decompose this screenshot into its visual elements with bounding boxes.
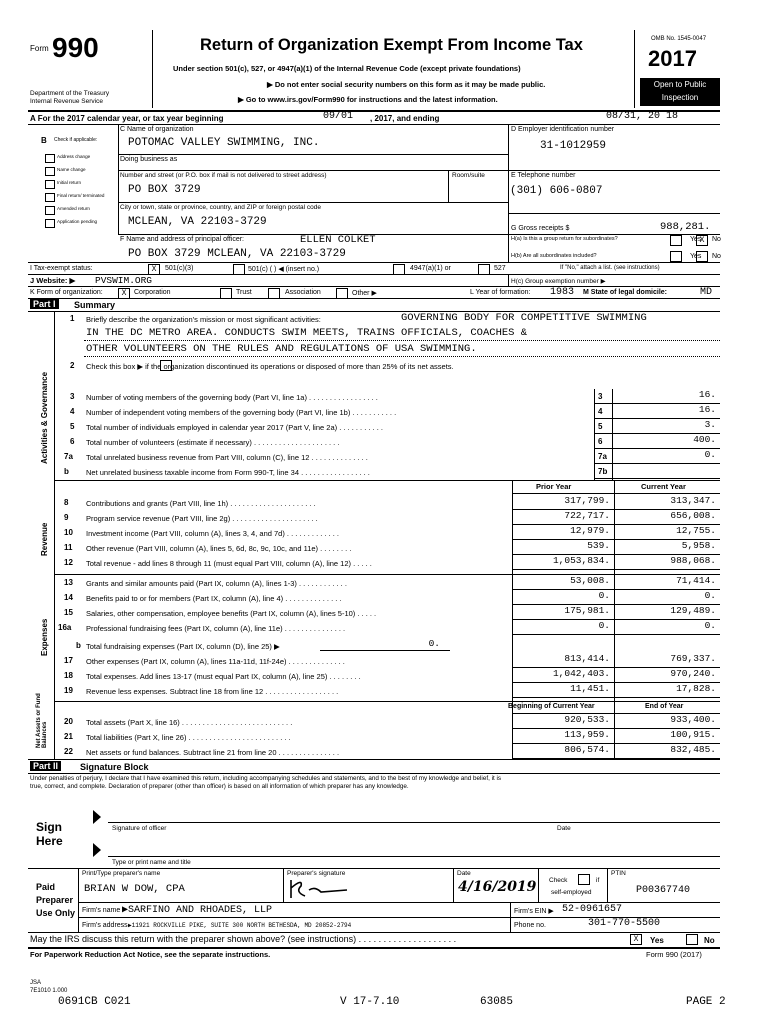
preparer-date: 4/16/2019 (458, 879, 537, 895)
discuss-question: May the IRS discuss this return with the preparer shown above? (see instructions) . . . . . . . . . . . . . . . . . . . . (30, 934, 457, 944)
hb-no-checkbox[interactable] (696, 251, 708, 262)
fin-prior-value: 175,981. (564, 605, 610, 616)
fin-line-text: Investment income (Part VIII, column (A), lines 3, 4, and 7d) . . . . . . . . . . . . . (86, 529, 340, 538)
mission-2: IN THE DC METRO AREA. CONDUCTS SWIM MEETS, TRAINS OFFICIALS, COACHES & (86, 327, 528, 339)
telephone: (301) 606-0807 (510, 185, 603, 197)
fin-current-value: 970,240. (670, 668, 716, 679)
gov-line-text: Total unrelated business revenue from Part VIII, column (C), line 12 . . . . . . . . . . . . . . (86, 453, 368, 462)
fin-current-value: 5,958. (681, 540, 716, 551)
fin-current-value: 769,337. (670, 653, 716, 664)
association-label: Association (285, 289, 321, 296)
gov-line-number: 4 (70, 407, 75, 416)
fin-line-number: 9 (64, 513, 69, 522)
fin-prior-value: 920,533. (564, 714, 610, 725)
fin-line-number: 21 (64, 732, 73, 741)
fin-line-text: Grants and similar amounts paid (Part IX, column (A), lines 1-3) . . . . . . . . . . . . (86, 579, 347, 588)
firm-ein-label: Firm's EIN ▶ (514, 908, 554, 915)
page-number: PAGE 2 (686, 996, 726, 1008)
side-label-net-assets: Net Assets or Fund Balances (36, 693, 48, 748)
prior-year-header: Prior Year (536, 482, 572, 491)
declaration-2: true, correct, and complete. Declaration of preparer (other than officer) is based on all information of which preparer has any knowledge. (30, 783, 409, 790)
use-only-label: Use Only (36, 908, 76, 918)
gov-line-value: 16. (698, 389, 716, 400)
fin-line-text: Net assets or fund balances. Subtract line 21 from line 20 . . . . . . . . . . . . . . . (86, 748, 340, 757)
preparer-date-label: Date (457, 870, 471, 877)
preparer-name-label: Print/Type preparer's name (82, 870, 161, 877)
fin-line-number: 11 (64, 543, 73, 552)
fin-current-value: 100,915. (670, 729, 716, 740)
fin-current-value: 988,068. (670, 555, 716, 566)
eoy-header: End of Year (645, 703, 684, 710)
ptin: P00367740 (636, 885, 691, 896)
fin-current-value: 129,489. (670, 605, 716, 616)
fin-prior-value: 53,008. (570, 575, 610, 586)
year-formation-label: L Year of formation: (470, 289, 531, 296)
fin-line-rule (512, 569, 720, 570)
gov-box-divider (594, 389, 595, 480)
sign-date-label: Date (557, 825, 571, 832)
line16b-value: 0. (428, 638, 440, 649)
fin-line-text: Total liabilities (Part X, line 26) . . . . . . . . . . . . . . . . . . . . . . . . . (86, 733, 291, 742)
part2-title: Signature Block (80, 762, 149, 772)
boy-header: Beginning of Current Year (508, 703, 595, 710)
line-i-label: I Tax-exempt status: (30, 265, 93, 272)
fin-line-text: Other expenses (Part IX, column (A), lines 11a-11d, 11f-24e) . . . . . . . . . . . . . . (86, 657, 345, 666)
line16b-text: Total fundraising expenses (Part IX, column (D), line 25) ▶ (86, 642, 280, 651)
gov-line-text: Total number of individuals employed in calendar year 2017 (Part V, line 2a) . . . . . . . . . . . (86, 423, 383, 432)
hb-yes-label: Yes (690, 253, 702, 260)
fin-current-value: 12,755. (676, 525, 716, 536)
other-label: Other ▶ (352, 290, 377, 297)
discuss-yes-checkbox[interactable]: X (630, 934, 642, 945)
gov-line-number: 3 (70, 392, 75, 401)
tax-year-end: 08/31, 20 18 (606, 111, 679, 122)
form-title: Return of Organization Exempt From Income Tax (200, 36, 583, 54)
sign-label: Sign (36, 820, 62, 834)
fin-line-number: 15 (64, 608, 73, 617)
gov-line-value: 400. (693, 434, 716, 445)
line-j-label: J Website: ▶ (30, 276, 76, 285)
gov-line-value: 16. (698, 404, 716, 415)
ha-no-label: No (712, 236, 721, 243)
side-label-governance: Activities & Governance (40, 371, 49, 464)
fin-line-number: 14 (64, 593, 73, 602)
fin-line-text: Professional fundraising fees (Part IX, column (A), line 11e) . . . . . . . . . . . . . . . (86, 624, 346, 633)
b-check-box[interactable] (45, 154, 55, 163)
form-number: 990 (52, 32, 99, 63)
fin-line-number: 18 (64, 671, 73, 680)
officer-label: F Name and address of principal officer: (120, 236, 244, 243)
jsa-code: 7E1010 1.000 (30, 988, 68, 994)
fin-line-text: Salaries, other compensation, employee benefits (Part IX, column (A), lines 5-10) . . . . . (86, 609, 377, 618)
discuss-no-label: No (704, 936, 715, 945)
dba-label: Doing business as (120, 156, 178, 163)
batch-number: 63085 (480, 996, 514, 1008)
line16b-num: b (76, 641, 81, 650)
501c-label: 501(c) ( ) ◀ (insert no.) (248, 266, 320, 273)
org-name: POTOMAC VALLEY SWIMMING, INC. (128, 137, 320, 149)
hc-label: H(c) Group exemption number ▶ (511, 278, 606, 285)
b-check-label: Name change (57, 167, 86, 172)
sign-arrow-icon (93, 810, 101, 824)
website: PVSWIM.ORG (95, 275, 153, 286)
firm-name-label: Firm's name (82, 907, 121, 914)
fin-line-rule (512, 697, 720, 698)
type-name-label: Type or print name and title (112, 859, 191, 866)
b-check-box[interactable] (45, 219, 55, 228)
gov-line-box-label: 7a (598, 452, 607, 461)
fin-prior-value: 813,414. (564, 653, 610, 664)
b-check-box[interactable] (45, 206, 55, 215)
name-arrow-icon (93, 843, 101, 857)
firm-address: ▶11921 ROCKVILLE PIKE, SUITE 300 NORTH BETHESDA, MD 20852-2794 (128, 922, 352, 929)
mission-1: GOVERNING BODY FOR COMPETITIVE SWIMMING (401, 312, 647, 324)
fin-current-value: 17,828. (676, 683, 716, 694)
gov-line-text: Number of voting members of the governing body (Part VI, line 1a) . . . . . . . . . . . . . . . . . (86, 393, 378, 402)
fin-current-value: 933,400. (670, 714, 716, 725)
fin-line-text: Total assets (Part X, line 16) . . . . . . . . . . . . . . . . . . . . . . . . . . . (86, 718, 293, 727)
e-label: E Telephone number (511, 172, 576, 179)
b-check-label: Final return/ terminated (57, 193, 105, 198)
fin-line-text: Total revenue - add lines 8 through 11 (must equal Part VIII, column (A), line 12) . . . . . (86, 559, 372, 568)
gov-line-number: 5 (70, 422, 75, 431)
fin-line-number: 19 (64, 686, 73, 695)
side-label-expenses: Expenses (40, 618, 49, 656)
corporation-label: Corporation (134, 289, 171, 296)
tax-year: 2017 (648, 46, 697, 71)
fin-prior-value: 12,979. (570, 525, 610, 536)
self-employed-label: self-employed (551, 889, 592, 896)
b-check-label: Amended return (57, 206, 90, 211)
domicile-state: MD (700, 287, 713, 298)
fin-line-number: 16a (58, 623, 72, 632)
fin-prior-value: 0. (598, 620, 610, 631)
fin-line-text: Total expenses. Add lines 13-17 (must equal Part IX, column (A), line 25) . . . . . . . . (86, 672, 361, 681)
gov-line-value: 0. (704, 449, 716, 460)
line-k-label: K Form of organization: (30, 289, 103, 296)
gov-line-number: 7a (64, 452, 73, 461)
form-word: Form (30, 44, 49, 53)
fin-current-value: 0. (704, 590, 716, 601)
discuss-yes-label: Yes (650, 936, 664, 945)
b-check-label: Application pending (57, 219, 98, 224)
fin-line-text: Revenue less expenses. Subtract line 18 from line 12 . . . . . . . . . . . . . . . . . . (86, 687, 339, 696)
fin-current-value: 313,347. (670, 495, 716, 506)
firm-address-label: Firm's address (82, 922, 128, 929)
ha-yes-checkbox[interactable] (670, 235, 682, 246)
fin-line-rule (512, 634, 720, 635)
fin-line-number: 22 (64, 747, 73, 756)
preparer-phone: 301-770-5500 (588, 918, 661, 929)
gov-line-box-label: 3 (598, 392, 603, 401)
fin-prior-value: 317,799. (564, 495, 610, 506)
gross-receipts: 988,281. (660, 221, 711, 233)
city-state-zip: MCLEAN, VA 22103-3729 (128, 216, 267, 228)
501c3-label: 501(c)(3) (165, 265, 194, 272)
firm-ein: 52-0961657 (562, 904, 623, 915)
current-year-header: Current Year (641, 482, 686, 491)
preparer-signature-label: Preparer's signature (287, 870, 346, 877)
preparer-name: BRIAN W DOW, CPA (84, 883, 185, 895)
b-check-box[interactable] (45, 167, 55, 176)
ptin-label: PTIN (611, 870, 626, 877)
part2-tag: Part II (30, 761, 61, 771)
b-check-label: Initial return (57, 180, 82, 185)
d-label: D Employer identification number (511, 126, 615, 133)
gov-line-value: 3. (704, 419, 716, 430)
line2-text: Check this box ▶ if the organization discontinued its operations or disposed of more than 25% of its net assets. (86, 362, 454, 371)
mission-3: OTHER VOLUNTEERS ON THE RULES AND REGULATIONS OF USA SWIMMING. (86, 343, 477, 355)
declaration-1: Under penalties of perjury, I declare that I have examined this return, including accompanying schedules and statements, and to the best of my knowledge and belief, it is (30, 775, 502, 782)
ha-no-checkbox[interactable]: X (696, 235, 708, 246)
b-check-box[interactable] (45, 193, 55, 202)
street-label: Number and street (or P.O. box if mail is not delivered to street address) (120, 172, 327, 179)
corporation-checkbox[interactable]: X (118, 288, 130, 299)
gov-line-box-label: 6 (598, 437, 603, 446)
irs-label: Internal Revenue Service (30, 98, 103, 105)
jsa-label: JSA (30, 980, 42, 986)
preparer-label: Preparer (36, 895, 74, 905)
gov-line-box-label: 5 (598, 422, 603, 431)
officer-address: PO BOX 3729 MCLEAN, VA 22103-3729 (128, 248, 346, 260)
firm-name: ▶SARFINO AND RHOADES, LLP (122, 905, 273, 916)
tax-year-ending-label: , 2017, and ending (370, 114, 440, 123)
fin-prior-value: 1,042,403. (552, 668, 610, 679)
fin-line-number: 10 (64, 528, 73, 537)
gov-value-divider (612, 389, 613, 480)
software-version: V 17-7.10 (340, 996, 400, 1008)
fin-current-value: 71,414. (676, 575, 716, 586)
if-label: if (596, 877, 600, 884)
b-check-box[interactable] (45, 180, 55, 189)
fin-line-number: 13 (64, 578, 73, 587)
fin-line-text: Benefits paid to or for members (Part IX, column (A), line 4) . . . . . . . . . . . . . . (86, 594, 342, 603)
paid-label: Paid (36, 882, 56, 892)
preparer-phone-label: Phone no. (514, 922, 546, 929)
gov-line-number: 6 (70, 437, 75, 446)
form-subtitle-3: ▶ Go to www.irs.gov/Form990 for instructions and the latest information. (238, 95, 498, 104)
hb-label: H(b) Are all subordinates included? (511, 253, 597, 259)
form-subtitle-1: Under section 501(c), 527, or 4947(a)(1) of the Internal Revenue Code (except private foundations) (173, 64, 521, 73)
trust-label: Trust (236, 289, 252, 296)
b-label: B (41, 136, 47, 145)
street-address: PO BOX 3729 (128, 184, 201, 196)
b-check-label: Address change (57, 154, 91, 159)
check-applicable-label: Check if applicable: (54, 137, 98, 143)
501c3-checkbox[interactable]: X (148, 264, 160, 275)
tax-year-begin: 09/01 (323, 111, 354, 122)
gov-line-number: b (64, 467, 69, 476)
hb-yes-checkbox[interactable] (670, 251, 682, 262)
discuss-no-checkbox[interactable] (686, 934, 698, 945)
omb-number: OMB No. 1545-0047 (651, 36, 707, 42)
domicile-label: M State of legal domicile: (583, 289, 668, 296)
fin-line-number: 20 (64, 717, 73, 726)
gov-line-text: Net unrelated business taxable income from Form 990-T, line 34 . . . . . . . . . . . . . . . . . (86, 468, 370, 477)
fin-line-text: Program service revenue (Part VIII, line 2g) . . . . . . . . . . . . . . . . . . . . . (86, 514, 318, 523)
side-label-revenue: Revenue (40, 522, 49, 556)
city-label: City or town, state or province, country, and ZIP or foreign postal code (120, 204, 321, 211)
ha-label: H(a) Is this a group return for subordinates? (511, 236, 618, 242)
year-formation: 1983 (550, 287, 575, 298)
open-line-1: Open to Public (653, 80, 707, 89)
4947-label: 4947(a)(1) or (410, 265, 451, 272)
part1-tag: Part I (30, 299, 59, 309)
ha-yes-label: Yes (690, 236, 702, 243)
room-suite-label: Room/suite (452, 172, 485, 179)
hb-note: If "No," attach a list. (see instructions) (560, 265, 660, 271)
signature-of-officer-label: Signature of officer (112, 825, 167, 832)
gov-line-text: Total number of volunteers (estimate if necessary) . . . . . . . . . . . . . . . . . . . . . (86, 438, 340, 447)
part1-title: Summary (74, 300, 116, 310)
department: Department of the Treasury (30, 90, 110, 97)
fin-prior-value: 806,574. (564, 744, 610, 755)
form-subtitle-2: ▶ Do not enter social security numbers on this form as it may be made public. (267, 80, 546, 89)
fin-line-number: 8 (64, 498, 69, 507)
c-label: C Name of organization (120, 126, 194, 133)
fin-prior-value: 1,053,834. (552, 555, 610, 566)
g-label: G Gross receipts $ (511, 225, 570, 232)
line-a-label: A For the 2017 calendar year, or tax year beginning (30, 114, 224, 123)
fin-line-text: Other revenue (Part VIII, column (A), lines 5, 6d, 8c, 9c, 10c, and 11e) . . . . . . . . (86, 544, 352, 553)
gov-line-box-label: 4 (598, 407, 603, 416)
hb-no-label: No (712, 253, 721, 260)
batch-code: 0691CB C021 (58, 996, 131, 1008)
fin-prior-value: 0. (598, 590, 610, 601)
check-label: Check (549, 877, 568, 884)
gov-line-text: Number of independent voting members of the governing body (Part VI, line 1b) . . . . . . . . . . . (86, 408, 397, 417)
pra-notice: For Paperwork Reduction Act Notice, see the separate instructions. (30, 950, 271, 959)
fin-line-number: 17 (64, 656, 73, 665)
self-employed-checkbox[interactable] (578, 874, 590, 885)
fin-current-value: 0. (704, 620, 716, 631)
fin-current-value: 656,008. (670, 510, 716, 521)
line1-label: Briefly describe the organization's mission or most significant activities: (86, 315, 321, 324)
fin-prior-value: 113,959. (564, 729, 610, 740)
527-label: 527 (494, 265, 506, 272)
fin-current-value: 832,485. (670, 744, 716, 755)
fin-line-text: Contributions and grants (Part VIII, line 1h) . . . . . . . . . . . . . . . . . . . . . (86, 499, 316, 508)
gov-line-box-label: 7b (598, 467, 608, 476)
officer-name: ELLEN COLKET (300, 234, 376, 246)
preparer-signature-scribble (287, 876, 357, 900)
fin-prior-value: 722,717. (564, 510, 610, 521)
here-label: Here (36, 834, 63, 848)
form-ref: Form 990 (2017) (646, 950, 702, 959)
ein: 31-1012959 (540, 140, 607, 152)
fin-prior-value: 539. (587, 540, 610, 551)
open-to-public-badge (640, 78, 720, 106)
fin-prior-value: 11,451. (570, 683, 610, 694)
fin-line-number: 12 (64, 558, 73, 567)
open-line-2: Inspection (661, 93, 699, 102)
